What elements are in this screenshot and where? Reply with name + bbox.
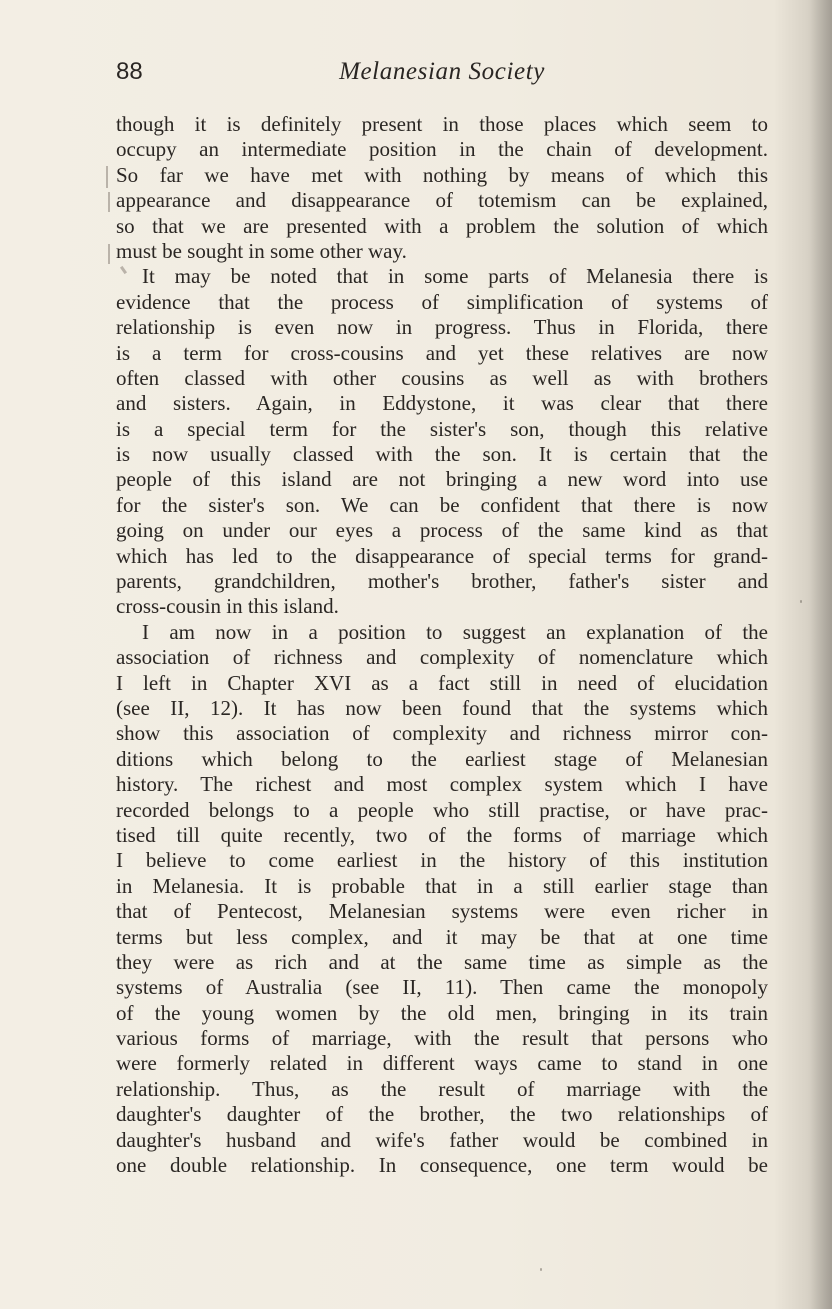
text-line: I left in Chapter XVI as a fact still in need of elucidation [116, 670, 768, 695]
text-line: I am now in a position to suggest an explanation of the [142, 619, 768, 644]
text-line: So far we have met with nothing by means of which this [116, 162, 768, 187]
text-line: history. The richest and most complex system which I have [116, 772, 768, 797]
text-line: one double relationship. In consequence, one term would be [116, 1153, 768, 1178]
page-header [116, 58, 768, 92]
text-line: appearance and disappearance of totemism can be explained, [116, 188, 768, 213]
paragraph [116, 620, 768, 1179]
paper-speck [540, 1268, 542, 1271]
text-line: must be sought in some other way. [116, 238, 407, 263]
text-line: ditions which belong to the earliest stage of Melanesian [116, 746, 768, 771]
text-line: daughter's daughter of the brother, the two relationships of [116, 1102, 768, 1127]
text-line: they were as rich and at the same time as simple as the [116, 949, 768, 974]
text-line: in Melanesia. It is probable that in a still earlier stage than [116, 873, 768, 898]
text-line: often classed with other cousins as well as with brothers [116, 365, 768, 390]
text-line: so that we are presented with a problem the solution of which [116, 213, 768, 238]
text-line: relationship is even now in progress. Thus in Florida, there [116, 315, 768, 340]
margin-pencil-mark [108, 192, 110, 212]
page-number: 88 [116, 58, 143, 85]
text-line: for the sister's son. We can be confident that there is now [116, 492, 768, 517]
text-line: and sisters. Again, in Eddystone, it was clear that there [116, 391, 768, 416]
body-text [116, 112, 768, 1178]
text-line: parents, grandchildren, mother's brother, father's sister and [116, 569, 768, 594]
text-line: is a special term for the sister's son, though this relative [116, 416, 768, 441]
text-line: which has led to the disappearance of special terms for grand- [116, 543, 768, 568]
text-line: tised till quite recently, two of the forms of marriage which [116, 822, 768, 847]
text-line: people of this island are not bringing a new word into use [116, 467, 768, 492]
text-line: association of richness and complexity of nomenclature which [116, 645, 768, 670]
text-line: is now usually classed with the son. It is certain that the [116, 442, 768, 467]
text-line: is a term for cross-cousins and yet these relatives are now [116, 340, 768, 365]
text-line: recorded belongs to a people who still practise, or have prac- [116, 797, 768, 822]
text-line: occupy an intermediate position in the chain of development. [116, 137, 768, 162]
paragraph [116, 264, 768, 619]
text-line: It may be noted that in some parts of Melanesia there is [142, 264, 768, 289]
text-line: daughter's husband and wife's father would be combined in [116, 1127, 768, 1152]
page-edge-shadow [810, 0, 832, 1309]
text-line: were formerly related in different ways came to stand in one [116, 1051, 768, 1076]
text-line: various forms of marriage, with the result that persons who [116, 1026, 768, 1051]
text-line: cross-cousin in this island. [116, 594, 339, 619]
text-line: (see II, 12). It has now been found that the systems which [116, 695, 768, 720]
text-line: that of Pentecost, Melanesian systems were even richer in [116, 899, 768, 924]
text-line: I believe to come earliest in the history of this institution [116, 848, 768, 873]
text-line: going on under our eyes a process of the same kind as that [116, 518, 768, 543]
text-line: terms but less complex, and it may be that at one time [116, 924, 768, 949]
running-head: Melanesian Society [339, 58, 545, 85]
text-line: though it is definitely present in those places which seem to [116, 112, 768, 136]
text-line: show this association of complexity and richness mirror con- [116, 721, 768, 746]
text-line: relationship. Thus, as the result of marriage with the [116, 1076, 768, 1101]
margin-pencil-mark [106, 166, 108, 188]
margin-pencil-mark [108, 244, 110, 264]
paper-speck [800, 600, 802, 603]
text-line: evidence that the process of simplification of systems of [116, 289, 768, 314]
text-line: of the young women by the old men, bringing in its train [116, 1000, 768, 1025]
paragraph [116, 112, 768, 264]
text-line: systems of Australia (see II, 11). Then came the monopoly [116, 975, 768, 1000]
